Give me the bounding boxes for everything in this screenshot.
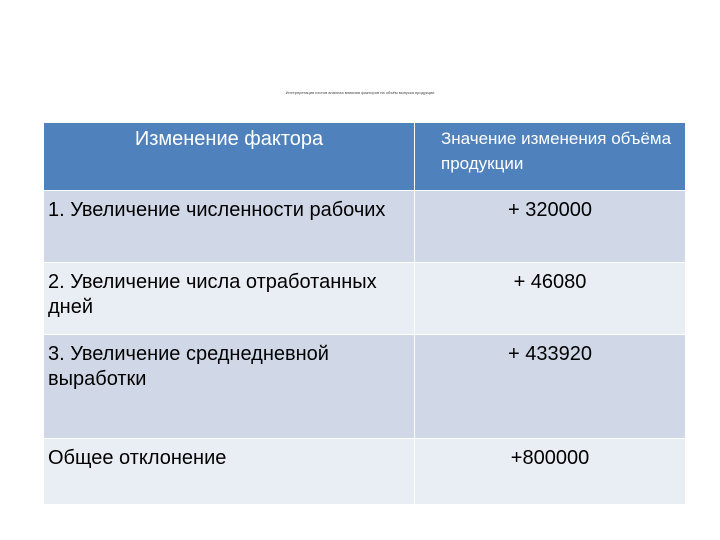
- factor-name-cell: 2. Увеличение числа отработанных дней: [44, 263, 415, 335]
- total-name-cell: Общее отклонение: [44, 439, 415, 505]
- table-row: [44, 335, 686, 439]
- factor-name-cell: 3. Увеличение среднедневной выработки: [44, 335, 415, 439]
- factor-value-cell: + 433920: [415, 335, 686, 439]
- table-row: [44, 439, 686, 505]
- factor-value-cell: + 46080: [415, 263, 686, 335]
- factor-value-cell: + 320000: [415, 191, 686, 263]
- table-row: [44, 191, 686, 263]
- header-factor: Изменение фактора: [44, 123, 415, 191]
- header-change: Значение изменения объёма продукции: [415, 123, 686, 191]
- factor-name-cell: 1. Увеличение численности рабочих: [44, 191, 415, 263]
- table-header-row: [44, 123, 686, 191]
- total-value-cell: +800000: [415, 439, 686, 505]
- factor-table: [43, 122, 686, 505]
- table-row: [44, 263, 686, 335]
- slide-title: Интерпретация итогов анализа влияния факторов на объём выпуска продукции: [285, 90, 435, 95]
